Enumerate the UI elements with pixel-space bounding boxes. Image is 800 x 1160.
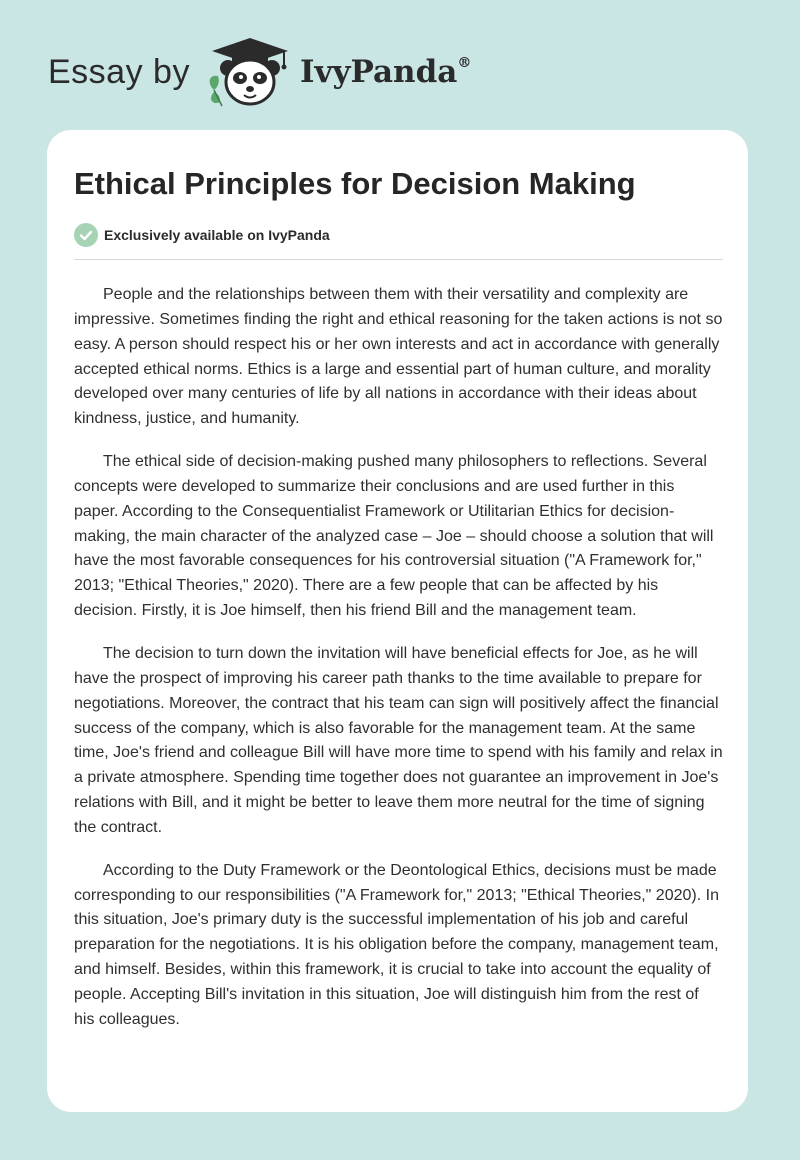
panda-graduate-icon[interactable] [204,36,296,108]
exclusive-badge [74,222,723,248]
essay-card [47,130,748,1112]
trademark-symbol: ® [457,54,472,71]
site-header [48,36,471,108]
paragraph: People and the relationships between them with their versatility and complexity are impressive. Sometimes finding the right and ethical reasoning for the taken actions is not so easy. A person should respect his or her own interests and act in accordance with generally accepted ethical norms. Ethics is a large and essential part of human culture, and morality developed over many centuries of life by all nations in accordance with their ideas about kindness, justice, and humanity. [74,286,723,428]
brand-name[interactable] [300,54,471,90]
essay-body [74,283,723,1033]
essay-by-label: Essay by [48,52,190,91]
paragraph: The ethical side of decision-making pushed many philosophers to reflections. Several concepts were developed to summarize their conclusions and are used further in this paper. According to the Consequentialist Framework or Utilitarian Ethics for decision-making, the main character of the analyzed case – Joe – should choose a solution that will have the most favorable consequences for his controversial situation ("A Framework for," 2013; "Ethical Theories," 2020). There are a few people that can be affected by his decision. Firstly, it is Joe himself, then his friend Bill and the management team. [74,453,714,620]
badge-label: Exclusively available on IvyPanda [104,227,330,243]
essay-content [74,162,723,1051]
paragraph: The decision to turn down the invitation will have beneficial effects for Joe, as he will have the prospect of improving his career path thanks to the time available to prepare for negotiations. Moreover, the contract that his team can sign will positively affect the financial success of the company, which is also favorable for the management team. At the same time, Joe's friend and colleague Bill will have more time to spend with his family and relax in a private atmosphere. Spending time together does not guarantee an improvement in Joe's relations with Bill, and it might be better to leave them more neutral for the time of signing the contract. [74,644,723,836]
paragraph: According to the Duty Framework or the Deontological Ethics, decisions must be made corresponding to our responsibilities ("A Framework for," 2013; "Ethical Theories," 2020). In this situation, Joe's primary duty is the successful implementation of his job and careful preparation for the negotiations. It is his obligation before the company, management team, and himself. Besides, within this framework, it is crucial to take into account the equality of people. Accepting Bill's invitation in this situation, Joe will distinguish him from the rest of his colleagues. [74,861,719,1028]
brand-text: IvyPanda [299,54,458,90]
divider [74,259,723,260]
check-circle-icon [74,223,98,247]
page-title: Ethical Principles for Decision Making [74,166,636,201]
